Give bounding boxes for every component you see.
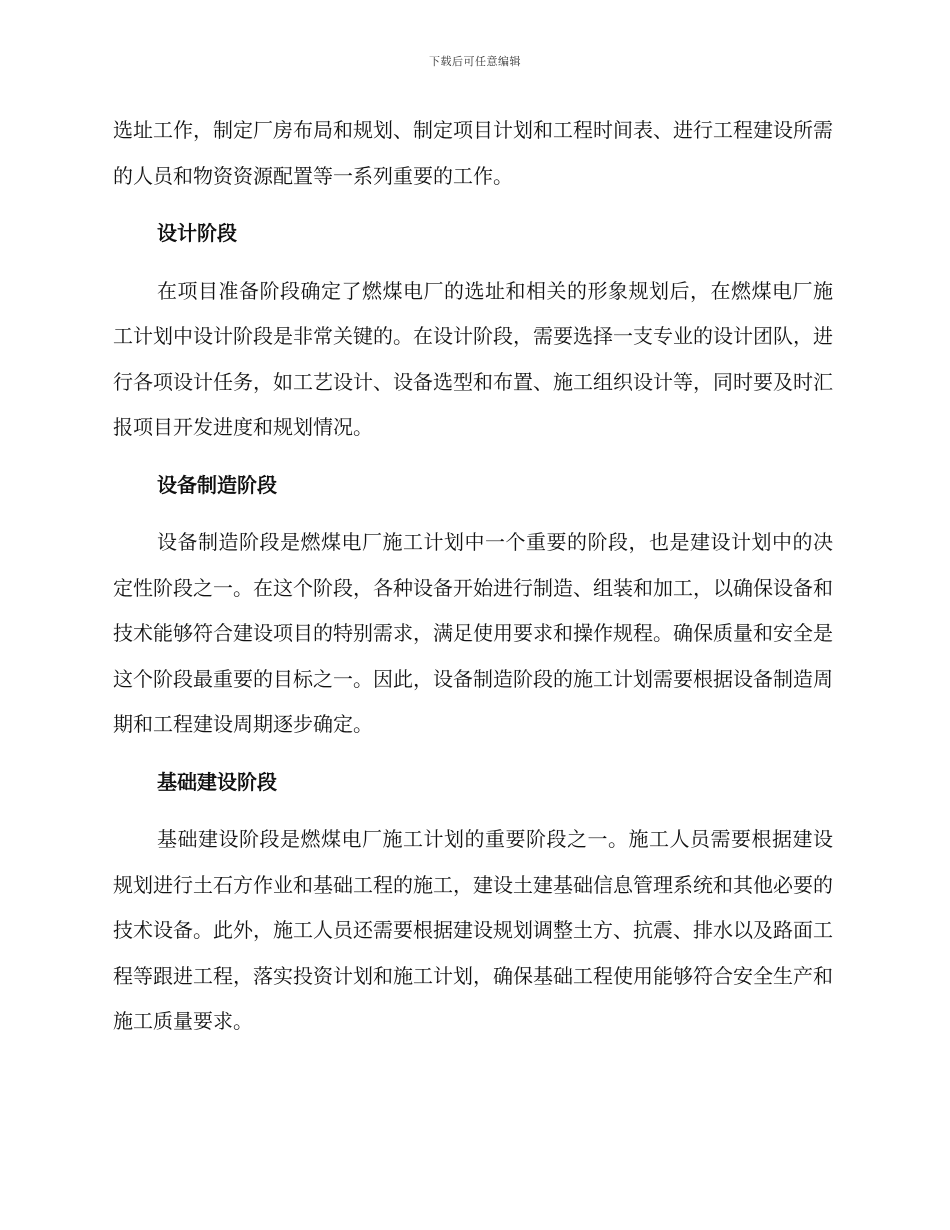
design-stage-paragraph: 在项目准备阶段确定了燃煤电厂的选址和相关的形象规划后，在燃煤电厂施工计划中设计阶段是非常关键的。在设计阶段，需要选择一支专业的设计团队，进行各项设计任务，如工艺设计、设备选型和布置、施工组织设计等，同时要及时汇报项目开发进度和规划情况。 — [113, 278, 833, 439]
foundation-stage-heading: 基础建设阶段 — [157, 769, 277, 794]
equipment-stage-paragraph: 设备制造阶段是燃煤电厂施工计划中一个重要的阶段，也是建设计划中的决定性阶段之一。在这个阶段，各种设备开始进行制造、组装和加工，以确保设备和技术能够符合建设项目的特别需求，满足使用要求和操作规程。确保质量和安全是这个阶段最重要的目标之一。因此，设备制造阶段的施工计划需要根据设备制造周期和工程建设周期逐步确定。 — [113, 530, 833, 736]
foundation-stage-paragraph: 基础建设阶段是燃煤电厂施工计划的重要阶段之一。施工人员需要根据建设规划进行土石方作业和基础工程的施工，建设土建基础信息管理系统和其他必要的技术设备。此外，施工人员还需要根据建设规划调整土方、抗震、排水以及路面工程等跟进工程，落实投资计划和施工计划，确保基础工程使用能够符合安全生产和施工质量要求。 — [113, 827, 833, 1033]
page-header: 下载后可任意编辑 — [429, 55, 521, 68]
design-stage-heading: 设计阶段 — [157, 221, 237, 245]
document-body — [113, 108, 833, 1045]
intro-paragraph: 选址工作，制定厂房布局和规划、制定项目计划和工程时间表、进行工程建设所需的人员和物资资源配置等一系列重要的工作。 — [113, 118, 833, 188]
equipment-stage-heading: 设备制造阶段 — [157, 472, 277, 497]
